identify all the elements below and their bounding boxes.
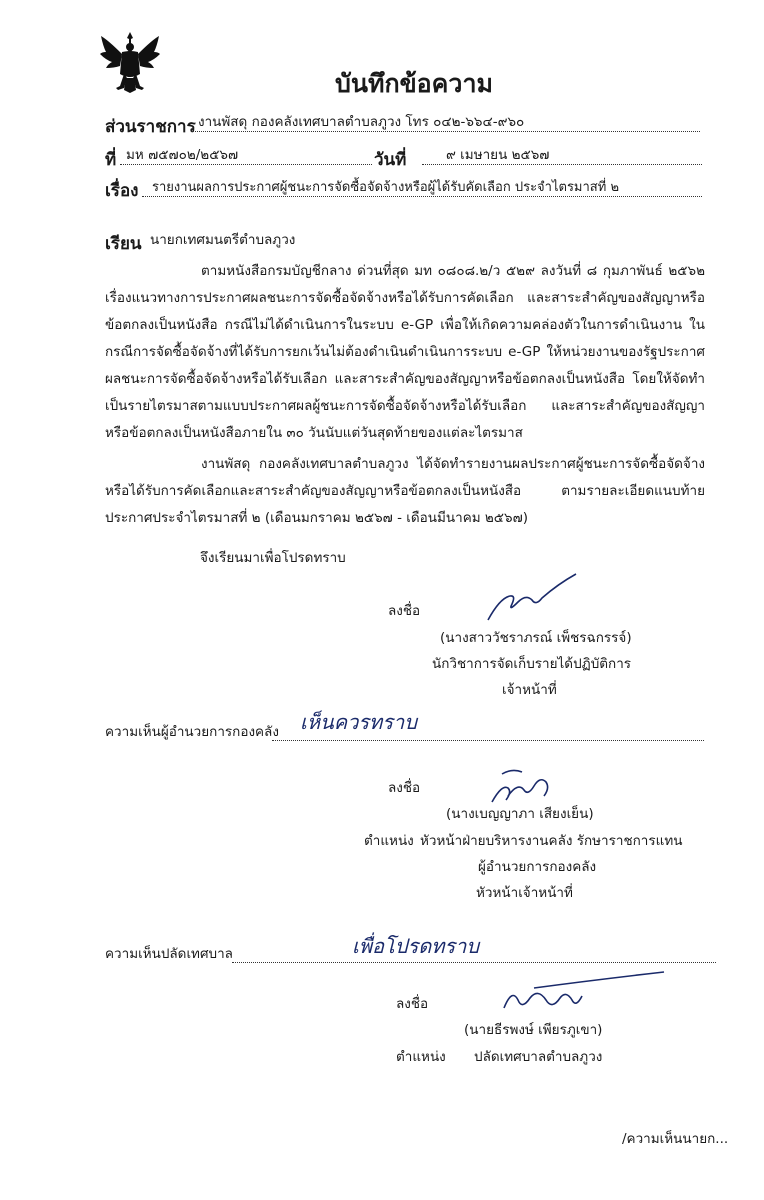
- signature-3-icon: [494, 968, 674, 1024]
- subject-value: รายงานผลการประกาศผู้ชนะการจัดซื้อจัดจ้างหรือผู้ได้รับคัดเลือก ประจำไตรมาสที่ ๒: [152, 180, 620, 195]
- closing-text: จึงเรียนมาเพื่อโปรดทราบ: [200, 550, 346, 566]
- signer2-name: (นางเบญญาภา เสียงเย็น): [446, 806, 594, 822]
- garuda-emblem-icon: [98, 30, 162, 94]
- date-label: วันที่: [374, 150, 407, 170]
- date-dotted-line: [422, 164, 702, 165]
- ref-value: มห ๗๕๗๐๒/๒๕๖๗: [126, 147, 239, 163]
- continuation-note: /ความเห็นนายก...: [622, 1131, 729, 1147]
- signature-1-icon: [480, 568, 580, 628]
- signature-2-icon: [488, 762, 558, 812]
- subject-dotted-line: [142, 196, 702, 197]
- agency-dotted-line: [192, 131, 700, 132]
- signer2-line3: หัวหน้าเจ้าหน้าที่: [476, 885, 573, 901]
- salutation-label: เรียน: [105, 234, 142, 254]
- ref-label: ที่: [105, 150, 117, 170]
- opinion-finance-handwritten: เห็นควรทราบ: [300, 710, 417, 734]
- signer2-sign-label: ลงชื่อ: [388, 780, 421, 796]
- signer3-name: (นายธีรพงษ์ เพียรภูเขา): [464, 1022, 603, 1038]
- salutation-value: นายกเทศมนตรีตำบลภูวง: [150, 232, 296, 248]
- signer1-sign-label: ลงชื่อ: [388, 603, 421, 619]
- ref-dotted-line: [120, 164, 372, 165]
- signer3-sign-label: ลงชื่อ: [396, 996, 429, 1012]
- signer1-name: (นางสาววัชราภรณ์ เพ็ชรฉกรรจ์): [440, 630, 632, 646]
- signer3-position: ปลัดเทศบาลตำบลภูวง: [474, 1049, 603, 1065]
- opinion-clerk-dotted-line: [232, 962, 716, 963]
- signer2-line2: ผู้อำนวยการกองคลัง: [478, 859, 597, 875]
- opinion-finance-label: ความเห็นผู้อำนวยการกองคลัง: [105, 724, 279, 740]
- signer1-position: นักวิชาการจัดเก็บรายได้ปฏิบัติการ: [432, 656, 632, 672]
- agency-value: งานพัสดุ กองคลังเทศบาลตำบลภูวง โทร ๐๔๒-๖๖๔-๙๖๐: [198, 114, 525, 130]
- memo-title: บันทึกข้อความ: [335, 69, 493, 98]
- body-paragraph-1: ตามหนังสือกรมบัญชีกลาง ด่วนที่สุด มท ๐๘๐๘.๒/ว ๕๒๙ ลงวันที่ ๘ กุมภาพันธ์ ๒๕๖๒ เรื่องแนวทางการประกาศผลชนะการจัดซื้อจัดจ้างหรือได้รับการคัดเลือก และสาระสำคัญของสัญญาหรือข้อตกลงเป็นหนังสือ กรณีไม่ได้ดำเนินการในระบบ e-GP เพื่อให้เกิดความคล่องตัวในการดำเนินงาน ในกรณีการจัดซื้อจัดจ้างที่ได้รับการยกเว้นไม่ต้องดำเนินดำเนินการระบบ e-GP ให้หน่วยงานของรัฐประกาศผลชนะการจัดซื้อจัดจ้างหรือได้รับเลือก และสาระสำคัญของสัญญาหรือข้อตกลงเป็นหนังสือ โดยให้จัดทำเป็นรายไตรมาสตามแบบประกาศผลผู้ชนะการจัดซื้อจัดจ้างหรือได้รับเลือก และสาระสำคัญของสัญญาหรือข้อตกลงเป็นหนังสือภายใน ๓๐ วันนับแต่วันสุดท้ายของแต่ละไตรมาส: [105, 263, 705, 441]
- signer2-position-label: ตำแหน่ง: [364, 833, 414, 849]
- opinion-clerk-handwritten: เพื่อโปรดทราบ: [352, 934, 480, 958]
- opinion-finance-dotted-line: [272, 740, 704, 741]
- signer3-position-label: ตำแหน่ง: [396, 1049, 446, 1065]
- opinion-clerk-label: ความเห็นปลัดเทศบาล: [105, 946, 233, 962]
- date-value: ๙ เมษายน ๒๕๖๗: [446, 147, 550, 163]
- body-paragraph-2: งานพัสดุ กองคลังเทศบาลตำบลภูวง ได้จัดทำรายงานผลประกาศผู้ชนะการจัดซื้อจัดจ้างหรือได้รับการคัดเลือกและสาระสำคัญของสัญญาหรือข้อตกลงเป็นหนังสือ ตามรายละเอียดแนบท้ายประกาศประจำไตรมาสที่ ๒ (เดือนมกราคม ๒๕๖๗ - เดือนมีนาคม ๒๕๖๗): [105, 456, 705, 526]
- signer2-position: หัวหน้าฝ่ายบริหารงานคลัง รักษาราชการแทน: [420, 833, 683, 849]
- signer1-role: เจ้าหน้าที่: [502, 682, 557, 698]
- subject-label: เรื่อง: [105, 181, 139, 201]
- agency-label: ส่วนราชการ: [105, 117, 196, 137]
